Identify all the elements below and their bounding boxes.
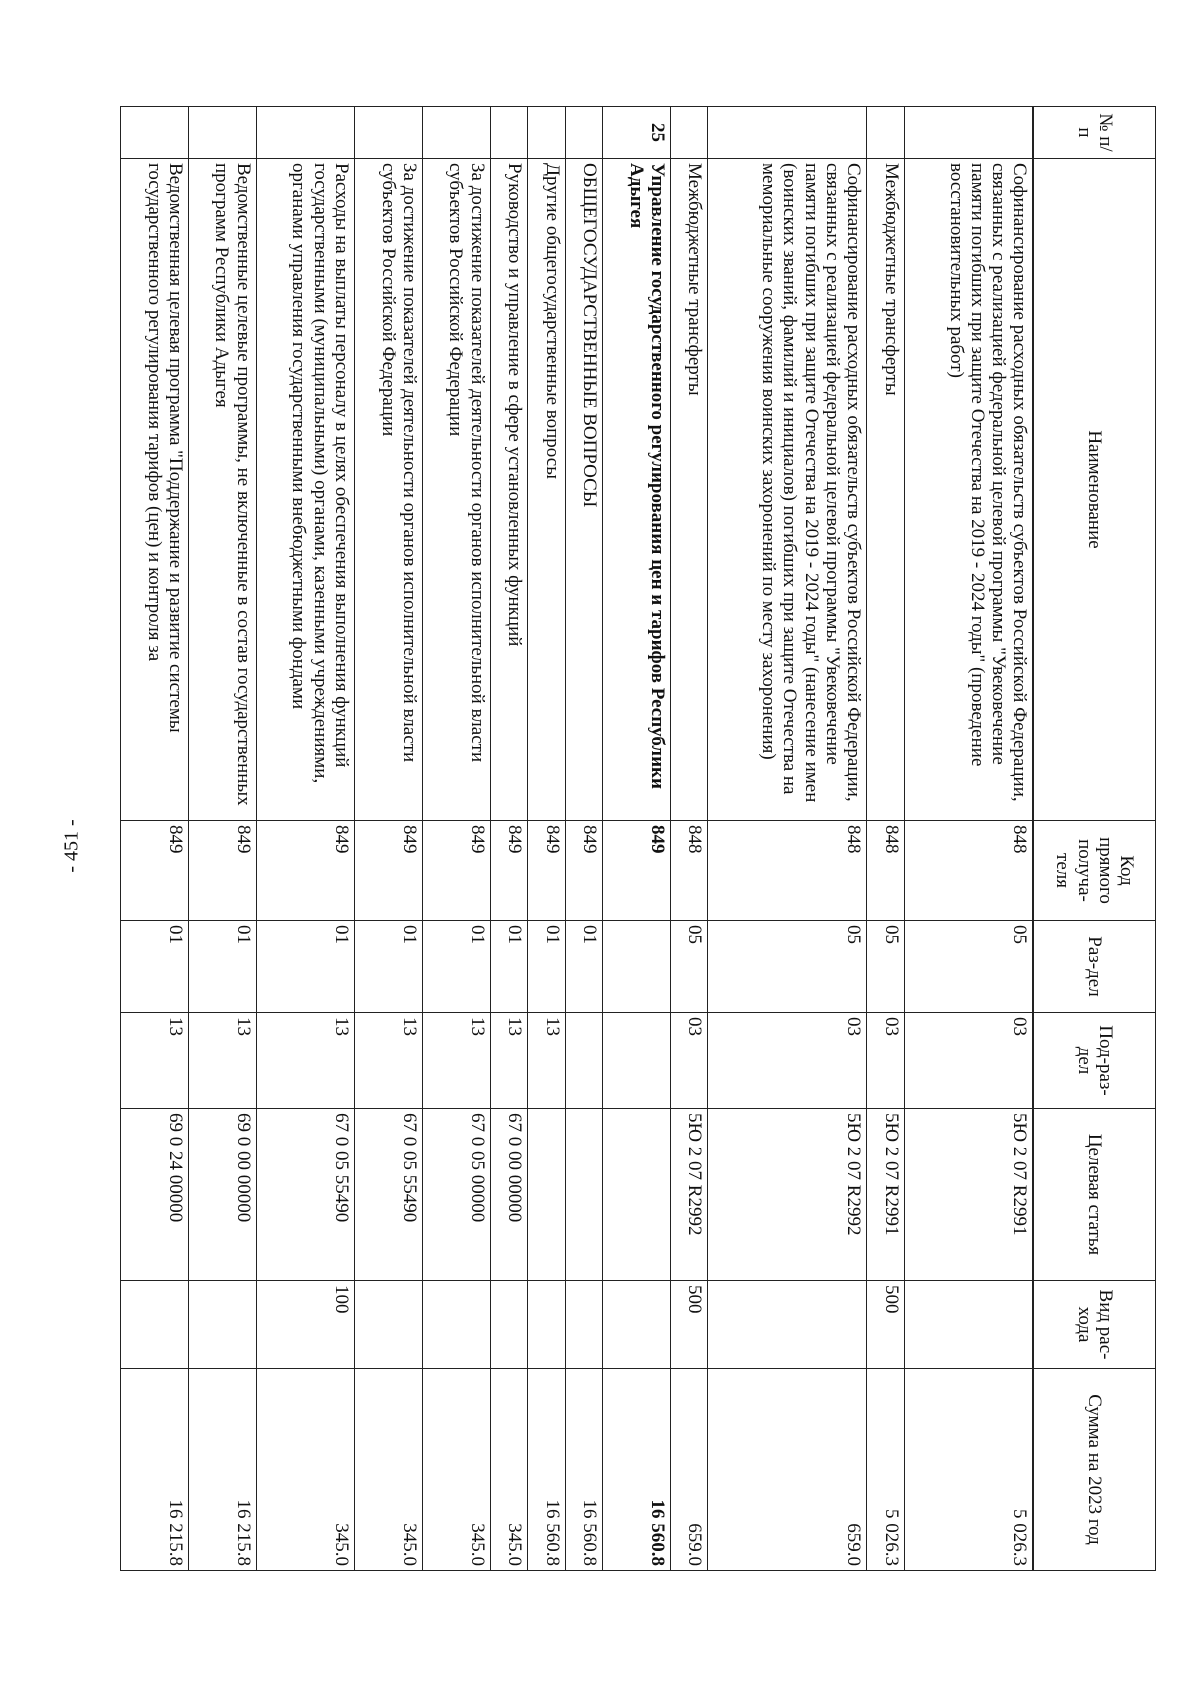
row-amount: 16 560.8: [565, 1369, 602, 1571]
header-name: Наименование: [1034, 159, 1156, 821]
row-number: [490, 107, 527, 159]
row-name: ОБЩЕГОСУДАРСТВЕННЫЕ ВОПРОСЫ: [565, 159, 602, 821]
row-subsection: 13: [121, 1013, 189, 1109]
table-row: [528, 107, 565, 1571]
row-number: [867, 107, 904, 159]
table-row: [904, 107, 1033, 1571]
row-recipient-code: 849: [528, 821, 565, 921]
row-name: Межбюджетные трансферты: [670, 159, 707, 821]
row-recipient-code: 849: [490, 821, 527, 921]
row-name: Другие общегосударственные вопросы: [528, 159, 565, 821]
row-number: [121, 107, 189, 159]
table-header-row: [1034, 107, 1156, 1571]
row-number: [354, 107, 422, 159]
row-number: [188, 107, 256, 159]
row-expense-type: [188, 1281, 256, 1369]
row-name: За достижение показателей деятельности органов исполнительной власти субъектов Российской Федерации: [422, 159, 490, 821]
row-number: [904, 107, 1033, 159]
row-subsection: 13: [528, 1013, 565, 1109]
row-amount: 659.0: [708, 1369, 867, 1571]
row-amount: 16 215.8: [121, 1369, 189, 1571]
row-number: [670, 107, 707, 159]
row-amount: 5 026.3: [904, 1369, 1033, 1571]
row-target-article: 5Ю 2 07 R2991: [867, 1109, 904, 1281]
row-amount: 345.0: [256, 1369, 354, 1571]
row-target-article: 67 0 05 00000: [422, 1109, 490, 1281]
table-row: [188, 107, 256, 1571]
row-subsection: 03: [867, 1013, 904, 1109]
table-row: [565, 107, 602, 1571]
row-target-article: [565, 1109, 602, 1281]
row-number: 25: [603, 107, 671, 159]
row-amount: 345.0: [354, 1369, 422, 1571]
table-row: [708, 107, 867, 1571]
row-expense-type: [354, 1281, 422, 1369]
row-target-article: 5Ю 2 07 R2992: [670, 1109, 707, 1281]
row-subsection: 13: [422, 1013, 490, 1109]
row-recipient-code: 849: [354, 821, 422, 921]
row-number: [565, 107, 602, 159]
row-amount: 345.0: [422, 1369, 490, 1571]
header-subsection: Под-раз-дел: [1034, 1013, 1156, 1109]
row-expense-type: [565, 1281, 602, 1369]
row-expense-type: 500: [867, 1281, 904, 1369]
table-row: [490, 107, 527, 1571]
header-expense-type: Вид рас-хода: [1034, 1281, 1156, 1369]
row-subsection: [565, 1013, 602, 1109]
row-name: За достижение показателей деятельности органов исполнительной власти субъектов Российской Федерации: [354, 159, 422, 821]
row-section: 05: [904, 921, 1033, 1013]
header-target-article: Целевая статья: [1034, 1109, 1156, 1281]
row-name: Межбюджетные трансферты: [867, 159, 904, 821]
row-target-article: 67 0 00 00000: [490, 1109, 527, 1281]
row-subsection: 03: [904, 1013, 1033, 1109]
row-amount: 659.0: [670, 1369, 707, 1571]
table-row: [256, 107, 354, 1571]
row-subsection: 13: [256, 1013, 354, 1109]
row-section: 05: [867, 921, 904, 1013]
row-amount: 16 215.8: [188, 1369, 256, 1571]
row-target-article: 69 0 24 00000: [121, 1109, 189, 1281]
row-section: 01: [354, 921, 422, 1013]
row-expense-type: [708, 1281, 867, 1369]
row-target-article: [528, 1109, 565, 1281]
row-target-article: 5Ю 2 07 R2991: [904, 1109, 1033, 1281]
row-name: Ведомственные целевые программы, не включенные в состав государственных программ Республики Адыгея: [188, 159, 256, 821]
row-expense-type: [121, 1281, 189, 1369]
header-amount: Сумма на 2023 год: [1034, 1369, 1156, 1571]
row-recipient-code: 848: [670, 821, 707, 921]
row-expense-type: [528, 1281, 565, 1369]
rotated-table-container: [120, 106, 1156, 1570]
row-section: [603, 921, 671, 1013]
row-amount: 345.0: [490, 1369, 527, 1571]
row-recipient-code: 849: [256, 821, 354, 921]
row-name: Софинансирование расходных обязательств субъектов Российской Федерации, связанных с реализацией федеральной целевой программы "Увековечение памяти погибших при защите Отечества на 2019 - 2024 годы" (нанесение имен (воинских званий, фамилий и инициалов) погибших при защите Отечества на мемориальные сооружения воинских захоронений по месту захоронения): [708, 159, 867, 821]
table-row: [354, 107, 422, 1571]
row-recipient-code: 848: [867, 821, 904, 921]
table-row: [121, 107, 189, 1571]
row-section: 05: [670, 921, 707, 1013]
row-section: 01: [422, 921, 490, 1013]
row-amount: 16 560.8: [603, 1369, 671, 1571]
row-recipient-code: 848: [904, 821, 1033, 921]
row-expense-type: [490, 1281, 527, 1369]
row-subsection: 13: [490, 1013, 527, 1109]
row-target-article: 67 0 05 55490: [354, 1109, 422, 1281]
table-row: [867, 107, 904, 1571]
header-number: № п/п: [1034, 107, 1156, 159]
row-subsection: 03: [670, 1013, 707, 1109]
row-name: Руководство и управление в сфере установленных функций: [490, 159, 527, 821]
row-expense-type: 500: [670, 1281, 707, 1369]
row-amount: 16 560.8: [528, 1369, 565, 1571]
row-expense-type: [603, 1281, 671, 1369]
row-section: 01: [188, 921, 256, 1013]
row-section: 01: [565, 921, 602, 1013]
budget-table: [120, 106, 1156, 1571]
table-row: [422, 107, 490, 1571]
row-recipient-code: 849: [422, 821, 490, 921]
page-number: - 451 -: [60, 819, 83, 873]
row-target-article: 67 0 05 55490: [256, 1109, 354, 1281]
table-row: [603, 107, 671, 1571]
header-section: Раз-дел: [1034, 921, 1156, 1013]
row-amount: 5 026.3: [867, 1369, 904, 1571]
row-number: [528, 107, 565, 159]
row-subsection: 13: [188, 1013, 256, 1109]
row-recipient-code: 849: [188, 821, 256, 921]
row-subsection: 13: [354, 1013, 422, 1109]
row-section: 01: [121, 921, 189, 1013]
row-section: 01: [528, 921, 565, 1013]
row-name: Управление государственного регулирования цен и тарифов Республики Адыгея: [603, 159, 671, 821]
row-expense-type: [904, 1281, 1033, 1369]
row-number: [256, 107, 354, 159]
table-row: [670, 107, 707, 1571]
row-section: 01: [256, 921, 354, 1013]
row-recipient-code: 849: [565, 821, 602, 921]
row-recipient-code: 849: [603, 821, 671, 921]
row-name: Софинансирование расходных обязательств субъектов Российской Федерации, связанных с реализацией федеральной целевой программы "Увековечение памяти погибших при защите Отечества на 2019 - 2024 годы" (проведение восстановительных работ): [904, 159, 1033, 821]
row-target-article: 5Ю 2 07 R2992: [708, 1109, 867, 1281]
row-section: 01: [490, 921, 527, 1013]
row-expense-type: 100: [256, 1281, 354, 1369]
row-expense-type: [422, 1281, 490, 1369]
row-target-article: [603, 1109, 671, 1281]
row-name: Расходы на выплаты персоналу в целях обеспечения выполнения функций государственными (муниципальными) органами, казенными учреждениями, органами управления государственными внебюджетными фондами: [256, 159, 354, 821]
row-subsection: 03: [708, 1013, 867, 1109]
row-number: [708, 107, 867, 159]
row-recipient-code: 848: [708, 821, 867, 921]
row-target-article: 69 0 00 00000: [188, 1109, 256, 1281]
row-name: Ведомственная целевая программа "Поддержание и развитие системы государственного регулирования тарифов (цен) и контроля за: [121, 159, 189, 821]
row-recipient-code: 849: [121, 821, 189, 921]
row-number: [422, 107, 490, 159]
header-recipient-code: Код прямого получа-теля: [1034, 821, 1156, 921]
row-section: 05: [708, 921, 867, 1013]
row-subsection: [603, 1013, 671, 1109]
